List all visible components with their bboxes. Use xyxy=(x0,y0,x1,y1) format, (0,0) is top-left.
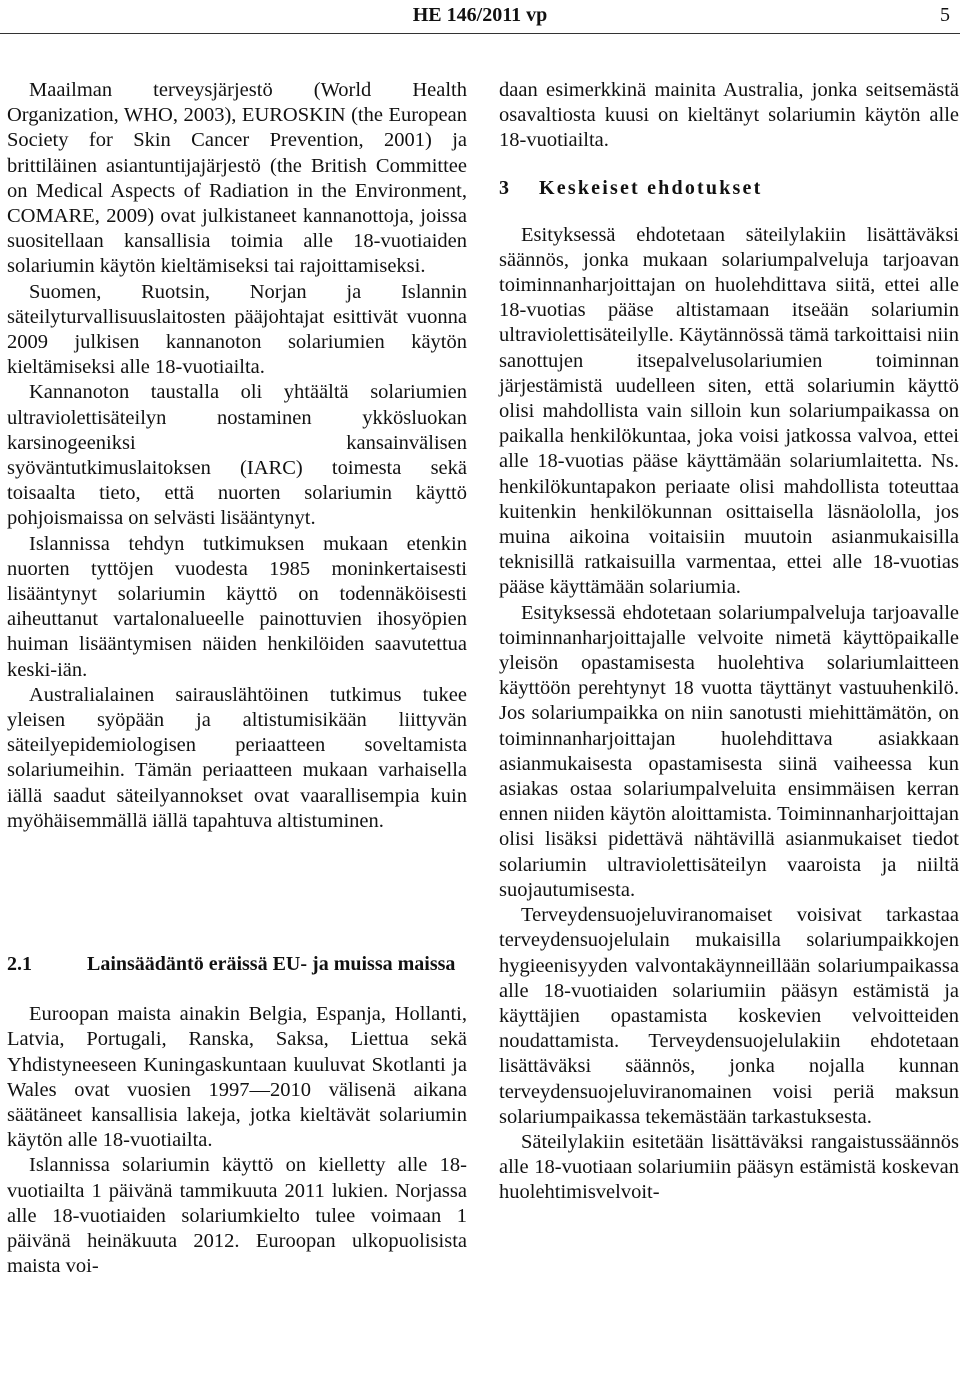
paragraph: Maailman terveysjärjestö (World Health Organization, WHO, 2003), EUROSKIN (the European Society for Skin Cancer Prevention, 2001) ja brittiläinen asiantuntijajärjestö (the British Committee on Medical Aspects of Radiation in the Environment, COMARE, 2009) ovat julkistaneet kannanottoja, joissa suositellaan kansallisia toimia alle 18-vuotiaiden solariumin käytön kieltämiseksi tai rajoittamiseksi. xyxy=(7,79,467,278)
paragraph: Islannissa tehdyn tutkimuksen mukaan etenkin nuorten tyttöjen vuodesta 1985 moninkertaisesti lisääntynyt solariumin käyttö on todennäköisesti aiheuttanut vartalonalueelle painottuvien ihosyöpien huiman lisääntymisen näiden henkilöiden saavutettua keski-iän. xyxy=(7,532,467,681)
heading-gap xyxy=(7,978,467,1002)
paragraph: Esityksessä ehdotetaan solariumpalveluja tarjoavalle toiminnanharjoittajalle velvoite nimetä käyttöpaikalle yleisön opastamisesta huolehtiva solariumlaitteen käyttöön perehtynyt 18 vuotta täyttänyt vastuuhenkilö. Jos solariumpaikka on niin sanotusti miehittämätön, on toiminnanharjoittajan huolehdittava asiakkaan asianmukaisesta opastamisesta siinä vaiheessa kun asiakas ostaa solariumpalveluita ensimmäisen kerran ennen niiden käytön aloittamista. Toiminnanharjoittajan olisi lisäksi pidettävä nähtävillä asianmukaiset tiedot solariumin ultraviolettisäteilyn vaaroista ja niiltä suojautumisesta. xyxy=(499,601,959,901)
section-heading xyxy=(499,176,959,201)
page-number: 5 xyxy=(940,4,950,26)
paragraph: Australialainen sairauslähtöinen tutkimus tukee yleisen syöpään ja altistumisikään liittyvän säteilyepidemiologisen periaatteen soveltamista solariumeihin. Tämän periaatteen mukaan varhaisella iällä saadut säteilyannokset ovat vaarallisempia kuin myöhäisemmällä iällä tapahtuva altistuminen. xyxy=(7,683,467,832)
paragraph: Esityksessä ehdotetaan säteilylakiin lisättäväksi säännös, jonka mukaan solariumpalveluja tarjoavan toiminnanharjoittajan on huolehdittava siitä, ettei alle 18-vuotias pääse altistamaan itseään solariumin ultraviolettisäteilylle. Käytännössä tämä tarkoittaisi niin sanottujen itsepalvelusolariumien toiminnan järjestämistä uudelleen siten, että solariumin käyttö olisi mahdollista vain silloin kun solariumpaikassa on paikalla henkilökuntaa, joka voisi jatkossa valvoa, ettei alle 18-vuotias pääse käyttämään solariumlaitetta. Ns. henkilökuntapakon periaate olisi mahdollista toteuttaa kuitenkin henkilökunnan osittaisella läsnäololla, jos muina aikoina voitaisiin muutoin asianmukaisilla teknisillä ratkaisuilla varmentaa, ettei alle 18-vuotias pääse käyttämään solariumia. xyxy=(499,223,959,599)
section-number: 3 xyxy=(499,176,509,199)
paragraph-continuation: daan esimerkkinä mainita Australia, jonka seitsemästä osavaltiosta kuusi on kieltänyt solariumin käytön alle 18-vuotiailta. xyxy=(499,79,959,152)
right-column xyxy=(499,78,959,1206)
left-column xyxy=(7,78,467,1279)
paragraph: Islannissa solariumin käyttö on kielletty alle 18-vuotiailta 1 päivänä tammikuuta 2011 lukien. Norjassa alle 18-vuotiaiden solariumkielto tulee voimaan 1 päivänä heinäkuuta 2012. Euroopan ulkopuolisista maista voi- xyxy=(7,1154,467,1278)
paragraph: Terveydensuojeluviranomaiset voisivat tarkastaa terveydensuojelulain mukaisilla solariumpaikkojen hygieenisyyden valvontakäynneillään solariumpaikassa alle 18-vuotiaiden solariumiin pääsyn estämistä ja käyttäjien opastamista koskevien velvoitteiden noudattamista. Terveydensuojelulakiin ehdotetaan lisättäväksi säännös, jonka nojalla kunnan terveydensuojeluviranomainen voisi periä maksun solariumpaikassa tekemästään tarkastuksesta. xyxy=(499,904,959,1128)
header-rule xyxy=(0,33,960,34)
subsection-heading xyxy=(7,950,467,978)
paragraph: Suomen, Ruotsin, Norjan ja Islannin säteilyturvallisuuslaitosten pääjohtajat esittivät vuonna 2009 julkisen kannanoton solariumien käytön kieltämiseksi alle 18-vuotiailta. xyxy=(7,280,467,379)
paragraph: Säteilylakiin esitetään lisättäväksi rangaistussäännös alle 18-vuotiaan solariumiin pääsyn estämistä koskevan huolehtimisvelvoit- xyxy=(499,1130,959,1204)
subsection-number: 2.1 xyxy=(7,953,32,976)
paragraph: Kannanoton taustalla oli yhtäältä solariumien ultraviolettisäteilyn nostaminen ykkösluokan karsinogeeniksi kansainvälisen syöväntutkimuslaitoksen (IARC) toimesta sekä toisaalta tieto, että nuorten solariumin käyttö pohjoismaissa on selvästi lisääntynyt. xyxy=(7,381,467,530)
paragraph: Euroopan maista ainakin Belgia, Espanja, Hollanti, Latvia, Portugali, Ranska, Saksa, Liettua sekä Yhdistyneeseen Kuningaskuntaan kuuluvat Skotlanti ja Wales ovat vuosien 1997—2010 välisenä aikana säätäneet kansallisia lakeja, jotka kieltävät solariumin käytön alle 18-vuotiailta. xyxy=(7,1003,467,1152)
column-gap xyxy=(7,834,467,950)
subsection-title: Lainsäädäntö eräissä EU- ja muissa maissa xyxy=(87,953,456,976)
section-title: Keskeiset ehdotukset xyxy=(539,176,763,199)
page-header xyxy=(0,0,960,34)
document-reference: HE 146/2011 vp xyxy=(412,4,548,26)
